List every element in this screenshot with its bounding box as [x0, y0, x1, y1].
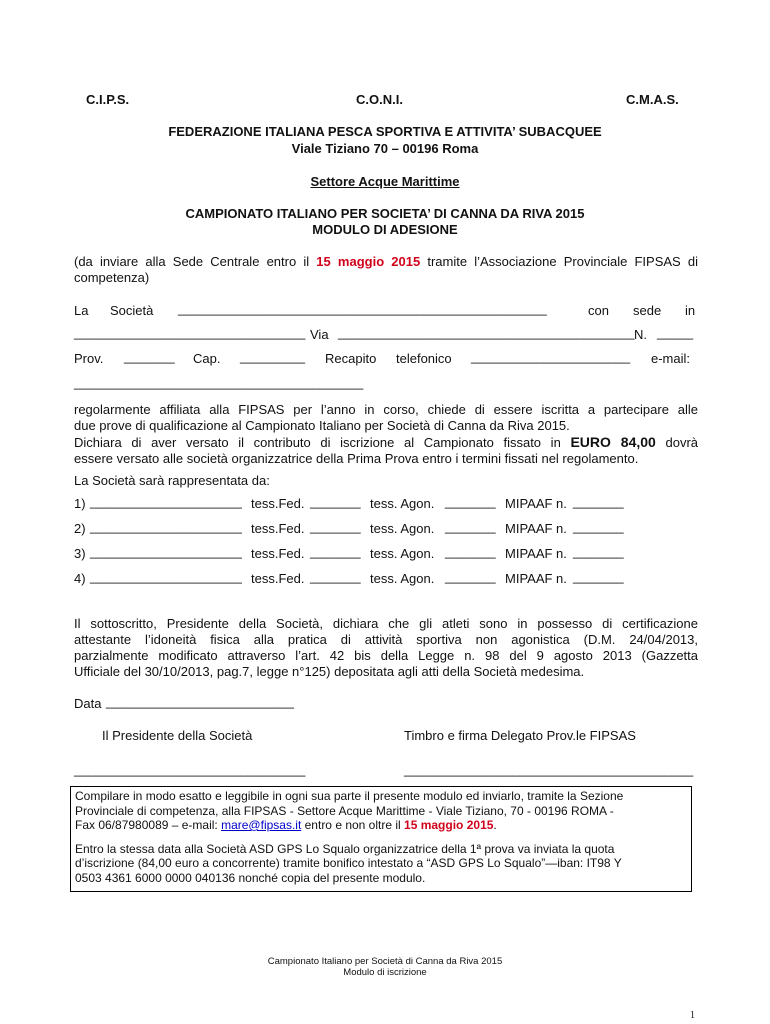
tess-agon-field[interactable]: _______ [445, 494, 496, 509]
delegate-label: Timbro e firma Delegato Prov.le FIPSAS [404, 728, 636, 743]
fee-amount: EURO 84,00 [570, 434, 656, 450]
societa-label: Società [110, 303, 154, 318]
mipaaf-label: MIPAAF n. [505, 496, 567, 511]
intro-deadline: 15 maggio 2015 [316, 254, 421, 269]
notice-line-6: 0503 4361 6000 0000 040136 nonché copia del presente modulo. [75, 870, 426, 885]
mipaaf-field[interactable]: _______ [573, 519, 624, 534]
notice-email-link[interactable]: mare@fipsas.it [221, 818, 302, 832]
tess-agon-label: tess. Agon. [370, 496, 435, 511]
intro-text-2: tramite l’Associazione Provinciale FIPSAS di [420, 254, 698, 269]
mipaaf-label: MIPAAF n. [505, 546, 567, 561]
footer [0, 956, 770, 978]
intro-line-1 [74, 254, 698, 270]
mipaaf-label: MIPAAF n. [505, 521, 567, 536]
con-label: con [588, 303, 609, 318]
athlete-name-field[interactable]: _____________________ [90, 544, 242, 559]
notice-text: entro e non oltre il [301, 818, 405, 832]
athlete-number: 3) [74, 546, 86, 561]
form-title: MODULO DI ADESIONE [312, 222, 458, 237]
tess-agon-label: tess. Agon. [370, 546, 435, 561]
tess-fed-field[interactable]: _______ [310, 494, 361, 509]
number-field[interactable]: _____ [657, 325, 694, 340]
declaration-line-1: Il sottoscritto, Presidente della Società, dichiara che gli atleti sono in possesso di certificazione [74, 616, 698, 631]
tess-fed-field[interactable]: _______ [310, 569, 361, 584]
athlete-number: 4) [74, 571, 86, 586]
tess-agon-field[interactable]: _______ [445, 569, 496, 584]
notice-line-5: d’iscrizione (84,00 euro a concorrente) tramite bonifico intestato a “ASD GPS Lo Squalo”—iban: IT98 Y [75, 856, 622, 870]
notice-line-1: Compilare in modo esatto e leggibile in ogni sua parte il presente modulo ed inviarlo, tramite la Sezione [75, 789, 624, 803]
footer-line-1: Campionato Italiano per Società di Canna da Riva 2015 [267, 956, 503, 967]
email-field[interactable]: ________________________________________ [74, 375, 364, 390]
federation-name: FEDERAZIONE ITALIANA PESCA SPORTIVA E ATTIVITA’ SUBACQUEE [168, 124, 602, 139]
affiliation-text-3b: dovrà [655, 435, 698, 450]
declaration-line-2: attestante l’idoneità fisica alla pratica di attività sportiva non agonistica (D.M. 24/04/2013, [74, 632, 698, 647]
intro-text-1: (da inviare alla Sede Centrale entro il [74, 254, 317, 269]
prov-label: Prov. [74, 351, 104, 366]
affiliation-paragraph [74, 402, 698, 467]
header-cmas: C.M.A.S. [626, 92, 679, 107]
notice-line-3 [75, 818, 687, 833]
declaration-line-3: parzialmente modificato attraverso l’art. 42 bis della Legge n. 98 del 9 agosto 2013 (Gazzetta [74, 648, 698, 663]
sector-title: Settore Acque Marittime [310, 174, 460, 189]
tess-fed-field[interactable]: _______ [310, 519, 361, 534]
president-label: Il Presidente della Società [102, 728, 253, 743]
in-label: in [685, 303, 696, 318]
number-label: N. [634, 327, 647, 342]
president-signature-field[interactable]: ________________________________ [74, 762, 306, 777]
declaration-paragraph [74, 616, 698, 680]
tess-fed-label: tess.Fed. [251, 546, 305, 561]
athlete-name-field[interactable]: _____________________ [90, 569, 242, 584]
affiliation-line-4: essere versato alle società organizzatrice della Prima Prova entro i termini fissati nel regolamento. [74, 451, 639, 466]
notice-period: . [493, 818, 497, 832]
recapito-label: Recapito [325, 351, 377, 366]
telefonico-label: telefonico [396, 351, 452, 366]
athlete-number: 1) [74, 496, 86, 511]
header-cips: C.I.P.S. [86, 92, 130, 107]
tess-fed-label: tess.Fed. [251, 496, 305, 511]
affiliation-line-3 [74, 434, 698, 451]
affiliation-line-2: due prove di qualificazione al Campionato Italiano per Società di Canna da Riva 2015. [74, 418, 570, 433]
via-field[interactable]: _________________________________________ [338, 325, 635, 340]
date-field[interactable]: __________________________ [106, 694, 294, 709]
championship-title: CAMPIONATO ITALIANO PER SOCIETA’ DI CANNA DA RIVA 2015 [185, 206, 585, 221]
page-number: 1 [690, 1010, 695, 1021]
cap-field[interactable]: _________ [240, 349, 306, 364]
mipaaf-field[interactable]: _______ [573, 544, 624, 559]
notice-deadline: 15 maggio 2015 [404, 818, 494, 832]
tess-fed-field[interactable]: _______ [310, 544, 361, 559]
phone-field[interactable]: ______________________ [471, 349, 631, 364]
notice-line-4: Entro la stessa data alla Società ASD GPS Lo Squalo organizzatrice della 1ª prova va inviata la quota [75, 841, 615, 856]
email-label: e-mail: [651, 351, 691, 366]
federation-address: Viale Tiziano 70 – 00196 Roma [291, 141, 479, 156]
notice-box [70, 786, 692, 892]
athlete-number: 2) [74, 521, 86, 536]
intro-line-2: competenza) [74, 270, 150, 285]
athlete-name-field[interactable]: _____________________ [90, 519, 242, 534]
mipaaf-field[interactable]: _______ [573, 494, 624, 509]
mipaaf-field[interactable]: _______ [573, 569, 624, 584]
cap-label: Cap. [193, 351, 221, 366]
intro-paragraph [74, 254, 698, 286]
tess-fed-label: tess.Fed. [251, 521, 305, 536]
header-coni: C.O.N.I. [356, 92, 403, 107]
societa-field[interactable]: ___________________________________________________ [178, 301, 547, 316]
affiliation-line-1: regolarmente affiliata alla FIPSAS per l’anno in corso, chiede di essere iscritta a partecipare alle [74, 402, 698, 417]
tess-fed-label: tess.Fed. [251, 571, 305, 586]
via-label: Via [310, 327, 329, 342]
tess-agon-label: tess. Agon. [370, 521, 435, 536]
prov-field[interactable]: _______ [124, 349, 175, 364]
declaration-line-4: Ufficiale del 30/10/2013, pag.7, legge n°125) depositata agli atti della Società medesima. [74, 664, 585, 679]
affiliation-text-3a: Dichiara di aver versato il contributo di iscrizione al Campionato fissato in [74, 435, 571, 450]
la-label: La [74, 303, 89, 318]
footer-line-2: Modulo di iscrizione [343, 967, 427, 978]
represent-label: La Società sarà rappresentata da: [74, 473, 270, 488]
notice-fax: Fax 06/87980089 – e-mail: [75, 818, 222, 832]
sede-label: sede [633, 303, 662, 318]
athlete-name-field[interactable]: _____________________ [90, 494, 242, 509]
mipaaf-label: MIPAAF n. [505, 571, 567, 586]
tess-agon-field[interactable]: _______ [445, 544, 496, 559]
address-field[interactable]: ________________________________ [74, 325, 306, 340]
delegate-signature-field[interactable]: ________________________________________ [404, 762, 694, 777]
tess-agon-field[interactable]: _______ [445, 519, 496, 534]
notice-line-2: Provinciale di competenza, alla FIPSAS - Settore Acque Marittime - Viale Tiziano, 70 - 00196 ROMA - [75, 803, 614, 818]
tess-agon-label: tess. Agon. [370, 571, 435, 586]
date-label: Data [74, 696, 102, 711]
